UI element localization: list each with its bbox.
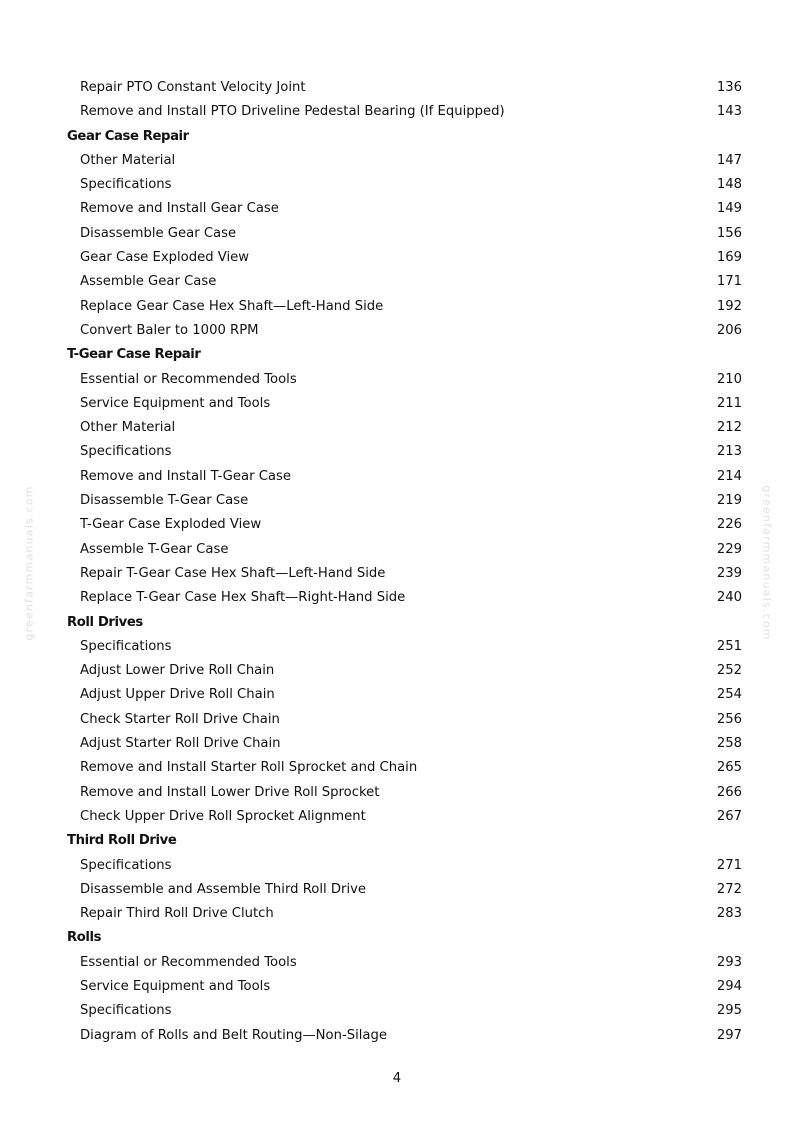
entry-page-number: 239 — [716, 565, 742, 581]
toc-entry[interactable] — [0, 999, 794, 1023]
entry-title: Disassemble and Assemble Third Roll Drive — [80, 881, 367, 897]
entry-title: Disassemble T-Gear Case — [80, 493, 249, 509]
entry-page-number: 256 — [716, 711, 742, 727]
toc-entry[interactable] — [0, 854, 794, 878]
toc-section-heading — [0, 125, 794, 149]
toc-entry[interactable] — [0, 951, 794, 975]
toc-section-heading — [0, 926, 794, 950]
toc-entry[interactable] — [0, 878, 794, 902]
toc-entry[interactable] — [0, 1024, 794, 1048]
toc-entry[interactable] — [0, 100, 794, 124]
toc-entry[interactable] — [0, 197, 794, 221]
entry-page-number: 211 — [716, 395, 742, 411]
entry-page-number: 265 — [716, 760, 742, 776]
entry-page-number: 156 — [716, 225, 742, 241]
entry-page-number: 210 — [716, 371, 742, 387]
entry-title: Remove and Install T-Gear Case — [80, 468, 291, 484]
entry-page-number: 272 — [716, 881, 742, 897]
entry-title: Replace Gear Case Hex Shaft—Left-Hand Side — [80, 298, 384, 314]
entry-page-number: 266 — [716, 784, 742, 800]
toc-entry[interactable] — [0, 222, 794, 246]
entry-page-number: 240 — [716, 590, 742, 606]
entry-page-number: 148 — [716, 177, 742, 193]
entry-title: Service Equipment and Tools — [80, 395, 271, 411]
entry-title: Specifications — [80, 444, 172, 460]
entry-page-number: 213 — [716, 444, 742, 460]
entry-page-number: 136 — [716, 80, 742, 95]
toc-entry[interactable] — [0, 805, 794, 829]
section-title: Gear Case Repair — [67, 128, 189, 144]
toc-entry[interactable] — [0, 756, 794, 780]
toc-entry[interactable] — [0, 489, 794, 513]
toc-entry[interactable] — [0, 708, 794, 732]
section-title: T-Gear Case Repair — [67, 347, 201, 363]
entry-title: Remove and Install PTO Driveline Pedestal Bearing (If Equipped) — [80, 104, 505, 120]
toc-entry[interactable] — [0, 975, 794, 999]
entry-title: Remove and Install Starter Roll Sprocket and Chain — [80, 760, 418, 776]
entry-page-number: 169 — [716, 250, 742, 266]
entry-page-number: 293 — [716, 954, 742, 970]
entry-title: Remove and Install Lower Drive Roll Sprocket — [80, 784, 380, 800]
entry-title: Essential or Recommended Tools — [80, 371, 297, 387]
toc-entry[interactable] — [0, 538, 794, 562]
entry-title: Repair PTO Constant Velocity Joint — [80, 80, 306, 95]
entry-title: Disassemble Gear Case — [80, 225, 237, 241]
toc-entry[interactable] — [0, 295, 794, 319]
toc-entry[interactable] — [0, 246, 794, 270]
entry-title: Replace T-Gear Case Hex Shaft—Right-Hand Side — [80, 590, 406, 606]
toc-section-heading — [0, 611, 794, 635]
toc-entry[interactable] — [0, 683, 794, 707]
entry-page-number: 171 — [716, 274, 742, 290]
entry-title: Adjust Starter Roll Drive Chain — [80, 736, 281, 752]
toc-entry[interactable] — [0, 149, 794, 173]
entry-title: Assemble T-Gear Case — [80, 541, 229, 557]
toc-entry[interactable] — [0, 781, 794, 805]
entry-page-number: 143 — [716, 104, 742, 120]
toc-entry[interactable] — [0, 319, 794, 343]
toc-section-heading — [0, 829, 794, 853]
entry-page-number: 254 — [716, 687, 742, 703]
entry-title: Specifications — [80, 1003, 172, 1019]
toc-entry[interactable] — [0, 368, 794, 392]
toc-entry[interactable] — [0, 465, 794, 489]
entry-title: Other Material — [80, 420, 176, 436]
entry-page-number: 267 — [716, 808, 742, 824]
section-title: Roll Drives — [67, 614, 143, 630]
entry-page-number: 212 — [716, 420, 742, 436]
section-title: Rolls — [67, 930, 102, 946]
toc-entry[interactable] — [0, 732, 794, 756]
entry-page-number: 295 — [716, 1003, 742, 1019]
entry-page-number: 297 — [716, 1027, 742, 1043]
toc-entry[interactable] — [0, 440, 794, 464]
entry-page-number: 294 — [716, 978, 742, 994]
toc-entry[interactable] — [0, 392, 794, 416]
table-of-contents — [0, 76, 794, 1048]
entry-page-number: 219 — [716, 493, 742, 509]
entry-title: Gear Case Exploded View — [80, 250, 250, 266]
toc-entry[interactable] — [0, 586, 794, 610]
entry-title: Adjust Upper Drive Roll Chain — [80, 687, 275, 703]
entry-title: Convert Baler to 1000 RPM — [80, 322, 259, 338]
toc-entry[interactable] — [0, 270, 794, 294]
toc-entry[interactable] — [0, 562, 794, 586]
entry-title: Check Starter Roll Drive Chain — [80, 711, 280, 727]
entry-page-number: 214 — [716, 468, 742, 484]
entry-page-number: 192 — [716, 298, 742, 314]
page-number: 4 — [392, 1071, 402, 1086]
entry-page-number: 206 — [716, 322, 742, 338]
toc-section-heading — [0, 343, 794, 367]
entry-page-number: 252 — [716, 663, 742, 679]
entry-title: Specifications — [80, 857, 172, 873]
entry-title: Remove and Install Gear Case — [80, 201, 279, 217]
entry-title: Repair Third Roll Drive Clutch — [80, 906, 274, 922]
section-title: Third Roll Drive — [67, 833, 177, 849]
entry-page-number: 258 — [716, 736, 742, 752]
entry-title: Essential or Recommended Tools — [80, 954, 297, 970]
entry-page-number: 271 — [716, 857, 742, 873]
toc-entry[interactable] — [0, 659, 794, 683]
entry-page-number: 283 — [716, 906, 742, 922]
entry-title: Diagram of Rolls and Belt Routing—Non-Silage — [80, 1027, 387, 1043]
toc-entry[interactable] — [0, 173, 794, 197]
entry-title: Repair T-Gear Case Hex Shaft—Left-Hand Side — [80, 565, 386, 581]
watermark-right: greenfarmmanuals.com — [760, 485, 774, 641]
watermark-left: greenfarmmanuals.com — [22, 485, 36, 641]
toc-entry[interactable] — [0, 416, 794, 440]
entry-title: Adjust Lower Drive Roll Chain — [80, 663, 275, 679]
entry-page-number: 226 — [716, 517, 742, 533]
entry-title: Service Equipment and Tools — [80, 978, 271, 994]
entry-page-number: 149 — [716, 201, 742, 217]
entry-title: Specifications — [80, 638, 172, 654]
entry-page-number: 251 — [716, 638, 742, 654]
entry-page-number: 147 — [716, 152, 742, 168]
entry-title: T-Gear Case Exploded View — [80, 517, 262, 533]
entry-title: Check Upper Drive Roll Sprocket Alignment — [80, 808, 366, 824]
toc-entry[interactable] — [0, 635, 794, 659]
toc-entry[interactable] — [0, 902, 794, 926]
entry-title: Assemble Gear Case — [80, 274, 217, 290]
toc-entry[interactable] — [0, 76, 794, 100]
entry-title: Other Material — [80, 152, 176, 168]
entry-page-number: 229 — [716, 541, 742, 557]
toc-entry[interactable] — [0, 513, 794, 537]
entry-title: Specifications — [80, 177, 172, 193]
